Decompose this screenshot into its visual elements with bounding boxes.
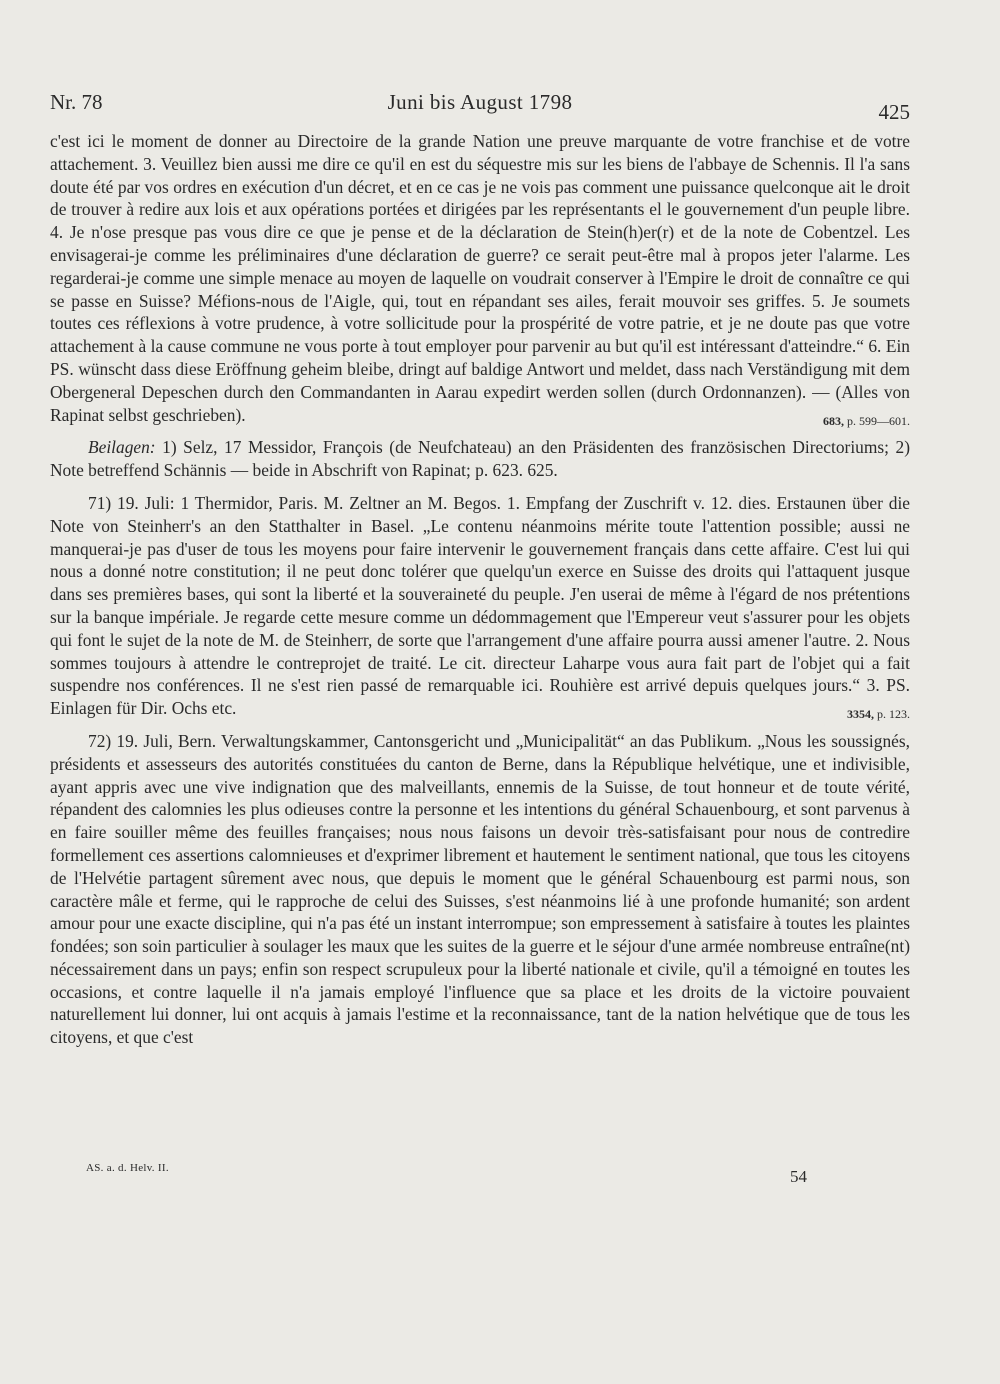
archive-reference xyxy=(809,703,910,726)
paragraph-continuation xyxy=(50,130,910,426)
beilagen-label: Beilagen: xyxy=(88,437,156,458)
source-abbreviation: AS. a. d. Helv. II. xyxy=(86,1162,169,1174)
archive-reference xyxy=(823,410,910,433)
paragraph-entry-72 xyxy=(50,730,910,1049)
reference-pages: p. 599—601. xyxy=(847,413,910,428)
reference-pages: p. 123. xyxy=(877,707,910,722)
page-number: 425 xyxy=(878,100,910,124)
running-title: Juni bis August 1798 xyxy=(387,90,573,114)
document-body xyxy=(50,130,910,1049)
paragraph-entry-71 xyxy=(50,492,910,720)
paragraph-text: 72) 19. Juli, Bern. Verwaltungskammer, Cantonsgericht und „Municipalität“ an das Publikum. „Nous les soussignés, présidents et assesseurs des autorités constituées du canton de Berne, dans la République helvétique, une et indivisible, ayant appris avec une vive indignation que des malveillants, ennemis de la Suisse, de tout honneur et de toute vérité, répandent des calomnies les plus odieuses contre la personne et les intentions du général Schauenbourg, et sont parvenus à en faire souiller même des feuilles françaises; nous nous faisons un devoir très-satisfaisant pour nous de contredire formellement ces assertions calomnieuses et d'exprimer librement et hautement le sentiment national, que tous les citoyens de l'Helvétie partagent sûrement avec nous, que depuis le moment que le général Schauenbourg est parmi nous, son caractère mâle et ferme, qui le rapproche de celui des Suisses, s'est néanmoins lié à une profonde humanité; son ardent amour pour une exacte discipline, qui n'a pas été un instant interrompue; son empressement à satisfaire à toutes les plaintes fondées; son soin particulier à soulager les maux que les suites de la guerre et le séjour d'une armée nombreuse entraîne(nt) nécessairement dans un pays; enfin son respect scrupuleux pour la liberté nationale et civile, qu'il a témoigné en toutes les occasions, et contre laquelle il n'a jamais employé l'influence que sa place et les droits de la victoire pouvaient naturellement lui donner, lui ont acquis à jamais l'estime et la reconnaissance, tant de la nation helvétique que de tous les citoyens, et que c'est xyxy=(50,730,910,1048)
reference-number: 683, xyxy=(823,413,844,428)
page-header xyxy=(50,90,910,124)
reference-number: 3354, xyxy=(847,707,874,722)
document-number: Nr. 78 xyxy=(50,90,103,114)
paragraph-beilagen xyxy=(50,436,910,482)
signature-mark: 54 xyxy=(790,1167,807,1186)
paragraph-text: 71) 19. Juli: 1 Thermidor, Paris. M. Zeltner an M. Begos. 1. Empfang der Zuschrift v. 12. dies. Erstaunen über die Note von Steinherr's an den Statthalter in Basel. „Le contenu néanmoins mérite toute l'attention possible; aussi ne manquerai-je pas d'user de tous les moyens pour faire intervenir le gouvernement français dans cette affaire. C'est lui qui nous a donné notre constitution; il ne peut donc tolérer que quelqu'un exerce en Suisse des droits qui l'attaquent jusque dans ses premières bases, qui sont la liberté et la souveraineté du peuple. J'en userai de même à l'égard de nos prétentions sur la banque impériale. Je regarde cette mesure comme un dédommagement que l'Empereur veut s'assurer pour les objets qui font le sujet de la note de M. de Steinherr, de sorte que l'arrangement d'une affaire pourra aussi amener l'autre. 2. Nous sommes toujours à attendre le contreprojet de traité. Le cit. directeur Laharpe vous aura fait part de l'objet qui a fait suspendre nos conférences. Il ne s'est rien passé de remarquable ici. Rouhière est arrivé depuis quelques jours.“ 3. PS. Einlagen für Dir. Ochs etc. xyxy=(50,492,910,719)
paragraph-text: 1) Selz, 17 Messidor, François (de Neufchateau) an den Präsidenten des französischen Directoriums; 2) Note betreffend Schännis — beide in Abschrift von Rapinat; p. 623. 625. xyxy=(50,437,910,481)
paragraph-text: c'est ici le moment de donner au Directoire de la grande Nation une preuve marquante de votre franchise et de votre attachement. 3. Veuillez bien aussi me dire ce qu'il en est du séquestre mis sur les biens de l'abbaye de Schennis. Il l'a sans doute été par vos ordres en exécution d'un décret, et en ce cas je ne vois pas comment une puissance quelconque ait le droit de trouver à redire aux lois et aux opérations portées et dirigées par les représentants el le gouvernement d'un peuple libre. 4. Je n'ose presque pas vous dire ce que je pense et de la déclaration de Stein(h)er(r) et de la note de Cobentzel. Les envisagerai-je comme les préliminaires d'une déclaration de guerre? ce serait peut-être mal à propos jeter l'alarme. Les regarderai-je comme une simple menace au moyen de laquelle on voudrait conserver à l'Empire le droit de connaître ce qui se passe en Suisse? Méfions-nous de l'Aigle, qui, tout en répandant ses ailes, ferait mouvoir ses griffes. 5. Je soumets toutes ces réflexions à votre prudence, à votre sollicitude pour la prospérité de votre patrie, et je ne doute pas que votre attachement à la cause commune ne vous porte à tout employer pour parvenir au but qu'il est intéressant d'atteindre.“ 6. Ein PS. wünscht dass diese Eröffnung geheim bleibe, dringt auf baldige Antwort und meldet, dass nach Verständigung mit dem Obergeneral Depeschen durch den Commandanten in Aarau expedirt werden sollen (durch Ordonnanzen). — (Alles von Rapinat selbst geschrieben). xyxy=(50,131,910,425)
